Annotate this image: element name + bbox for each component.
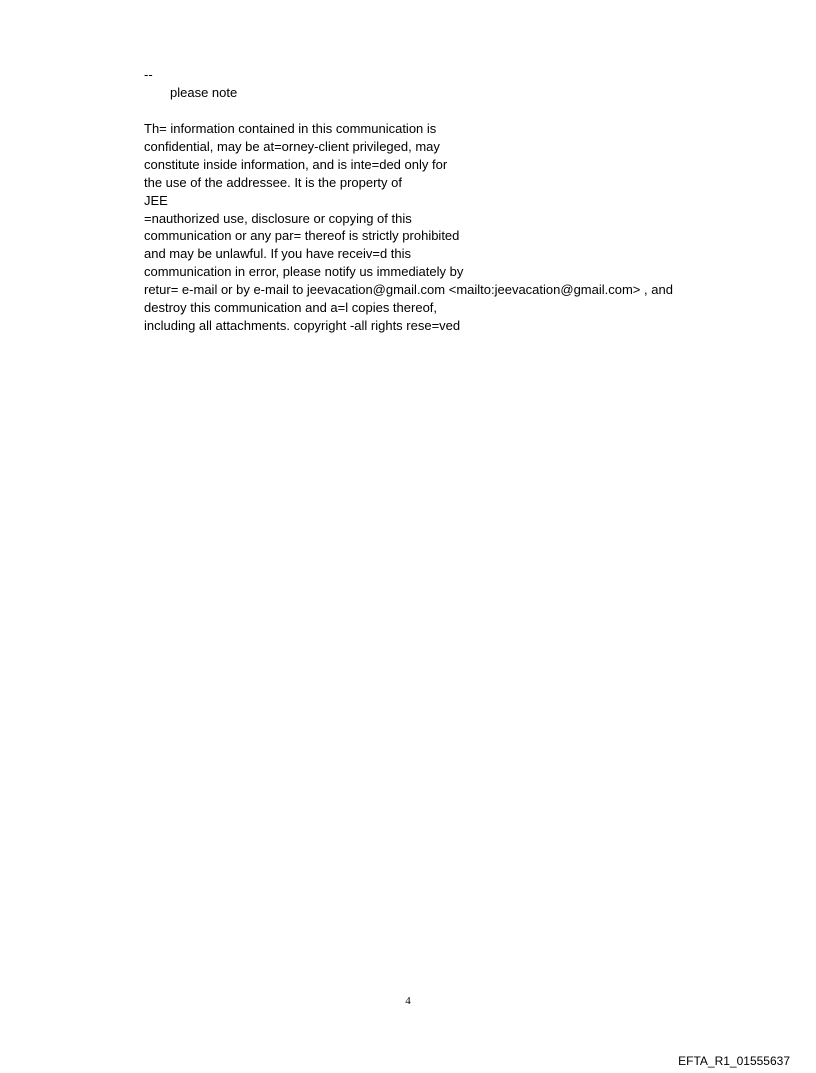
disclaimer-line: confidential, may be at=orney-client privileged, may [144, 138, 440, 154]
disclaimer-line: communication or any par= thereof is strictly prohibited [144, 228, 460, 244]
signature-separator: -- [144, 67, 153, 82]
note-heading: please note [170, 85, 238, 100]
page-number: 4 [405, 995, 411, 1007]
disclaimer-line: destroy this communication and a=l copies thereof, [144, 300, 438, 316]
document-id: EFTA_R1_01555637 [678, 1054, 790, 1068]
disclaimer-line: JEE [144, 192, 168, 208]
disclaimer-line: Th= information contained in this communication is [144, 121, 437, 136]
disclaimer-line: and may be unlawful. If you have receiv=d this [144, 246, 412, 262]
disclaimer-line: constitute inside information, and is inte=ded only for [144, 156, 448, 172]
disclaimer-line: including all attachments. copyright -all rights rese=ved [144, 317, 461, 333]
disclaimer-line: communication in error, please notify us immediately by [144, 264, 464, 280]
disclaimer-line: the use of the addressee. It is the property of [144, 174, 402, 190]
disclaimer-line: =nauthorized use, disclosure or copying of this [144, 210, 412, 226]
confidentiality-disclaimer [144, 120, 744, 335]
disclaimer-line-with-email: retur= e-mail or by e-mail to jeevacation@gmail.com <mailto:jeevacation@gmail.com> , and [144, 282, 673, 298]
